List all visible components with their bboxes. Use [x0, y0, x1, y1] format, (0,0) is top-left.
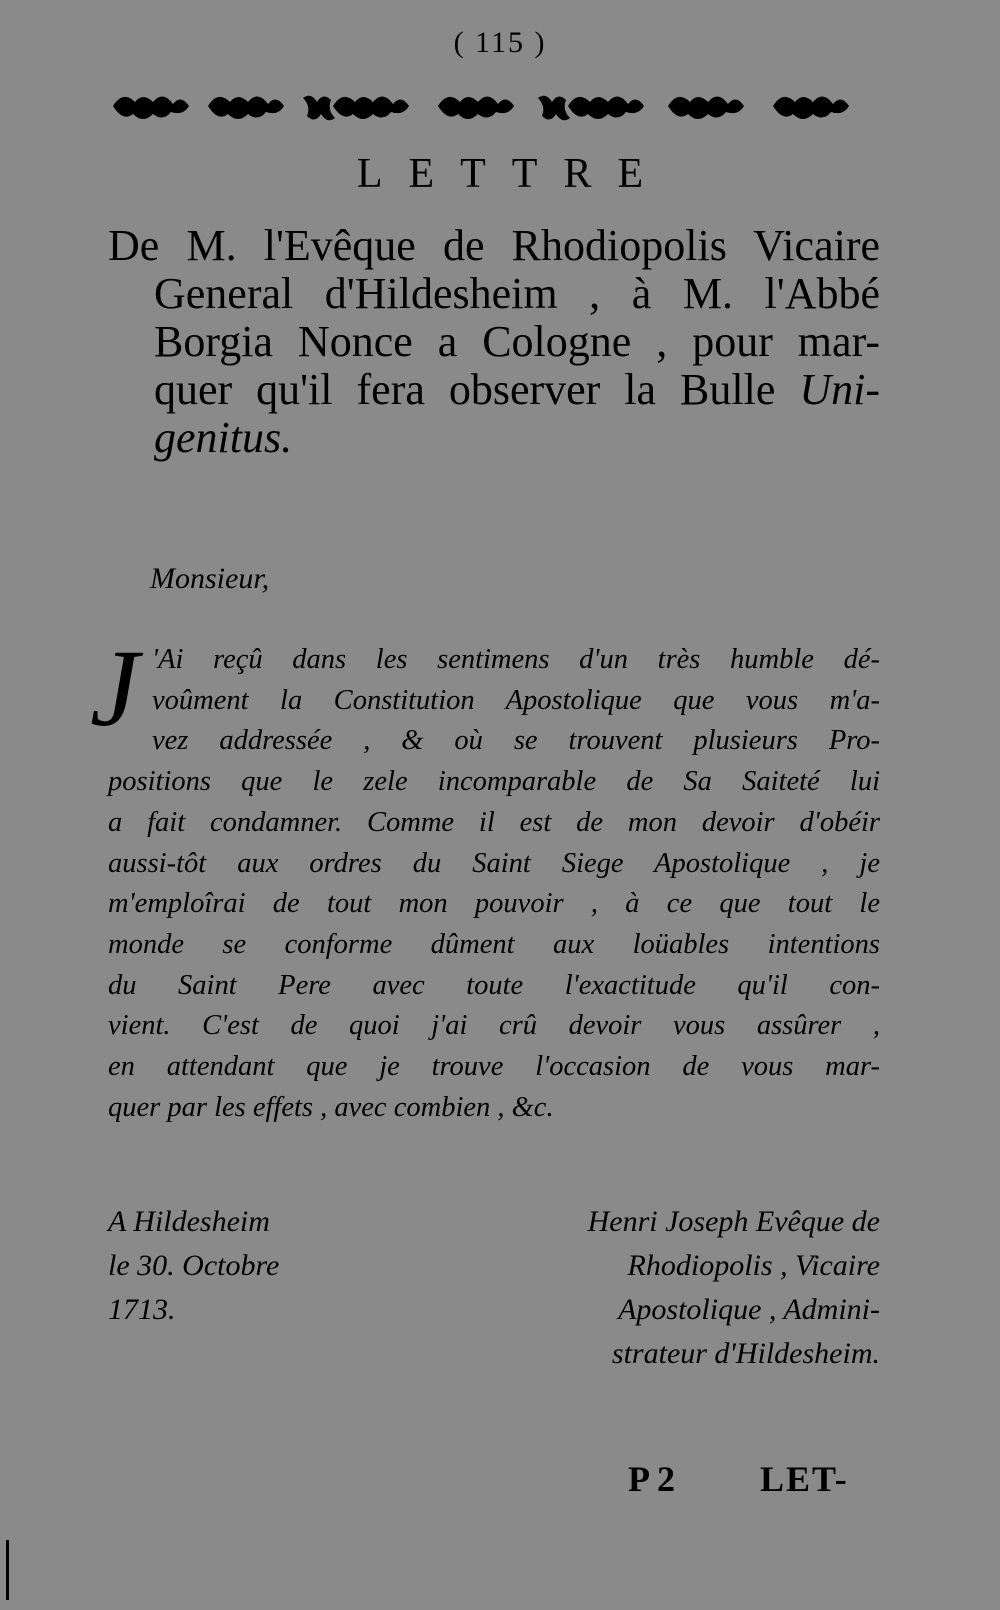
signature-line: strateur d'Hildesheim. — [611, 1337, 880, 1370]
body-line: positions que le zele incomparable de Sa Saiteté lui — [108, 766, 880, 798]
body-line: 'Ai reçû dans les sentimens d'un très humble dé- — [152, 644, 880, 675]
title-line — [108, 366, 880, 414]
body-line: vez addressée , & où se trouvent plusieurs Pro- — [152, 725, 880, 757]
signature-line: Henri Joseph Evêque de — [587, 1205, 880, 1238]
body-line: vient. C'est de quoi j'ai crû devoir vous assûrer , — [108, 1010, 880, 1042]
signature-mark: P 2 — [628, 1459, 676, 1499]
body-line: en attendant que je trouve l'occasion de vous mar- — [108, 1051, 880, 1083]
title-line-text: quer qu'il fera observer la Bulle — [154, 365, 776, 414]
date-line: le 30. Octobre — [108, 1249, 280, 1282]
title-line: Borgia Nonce a Cologne , pour mar- — [154, 317, 880, 366]
place-line: A Hildesheim — [108, 1205, 270, 1238]
body-line: monde se conforme dûment aux loüables intentions — [108, 928, 880, 960]
ornament-band — [108, 88, 880, 124]
body-line: aussi-tôt aux ordres du Saint Siege Apostolique , je — [108, 847, 880, 879]
title-line: General d'Hildesheim , à M. l'Abbé — [154, 269, 880, 318]
signature-block — [588, 1200, 880, 1376]
salutation: Monsieur, — [150, 562, 270, 595]
letter-body — [108, 640, 880, 1128]
title-italic-word: Uni- — [799, 365, 880, 414]
body-line: quer par les effets , avec combien , &c. — [108, 1091, 554, 1123]
signature-line: Apostolique , Admini- — [618, 1293, 880, 1326]
body-line: a fait condamner. Comme il est de mon devoir d'obéir — [108, 806, 880, 838]
title-line: genitus. — [154, 413, 293, 462]
place-date — [108, 1200, 279, 1332]
catchword: LET- — [760, 1459, 849, 1499]
letter-title — [108, 222, 880, 462]
body-line: m'emploîrai de tout mon pouvoir , à ce que tout le — [108, 888, 880, 920]
drop-cap: J — [90, 627, 139, 749]
title-line: De M. l'Evêque de Rhodiopolis Vicaire — [108, 221, 880, 270]
body-line: du Saint Pere avec toute l'exactitude qu'il con- — [108, 969, 880, 1001]
signature-line: Rhodiopolis , Vicaire — [627, 1249, 880, 1282]
letter-heading: LETTRE — [356, 151, 670, 197]
page-number: ( 115 ) — [453, 26, 547, 59]
page-edge-mark — [6, 1540, 9, 1600]
year-line: 1713. — [108, 1293, 176, 1326]
body-line: voûment la Constitution Apostolique que vous m'a- — [152, 684, 880, 716]
